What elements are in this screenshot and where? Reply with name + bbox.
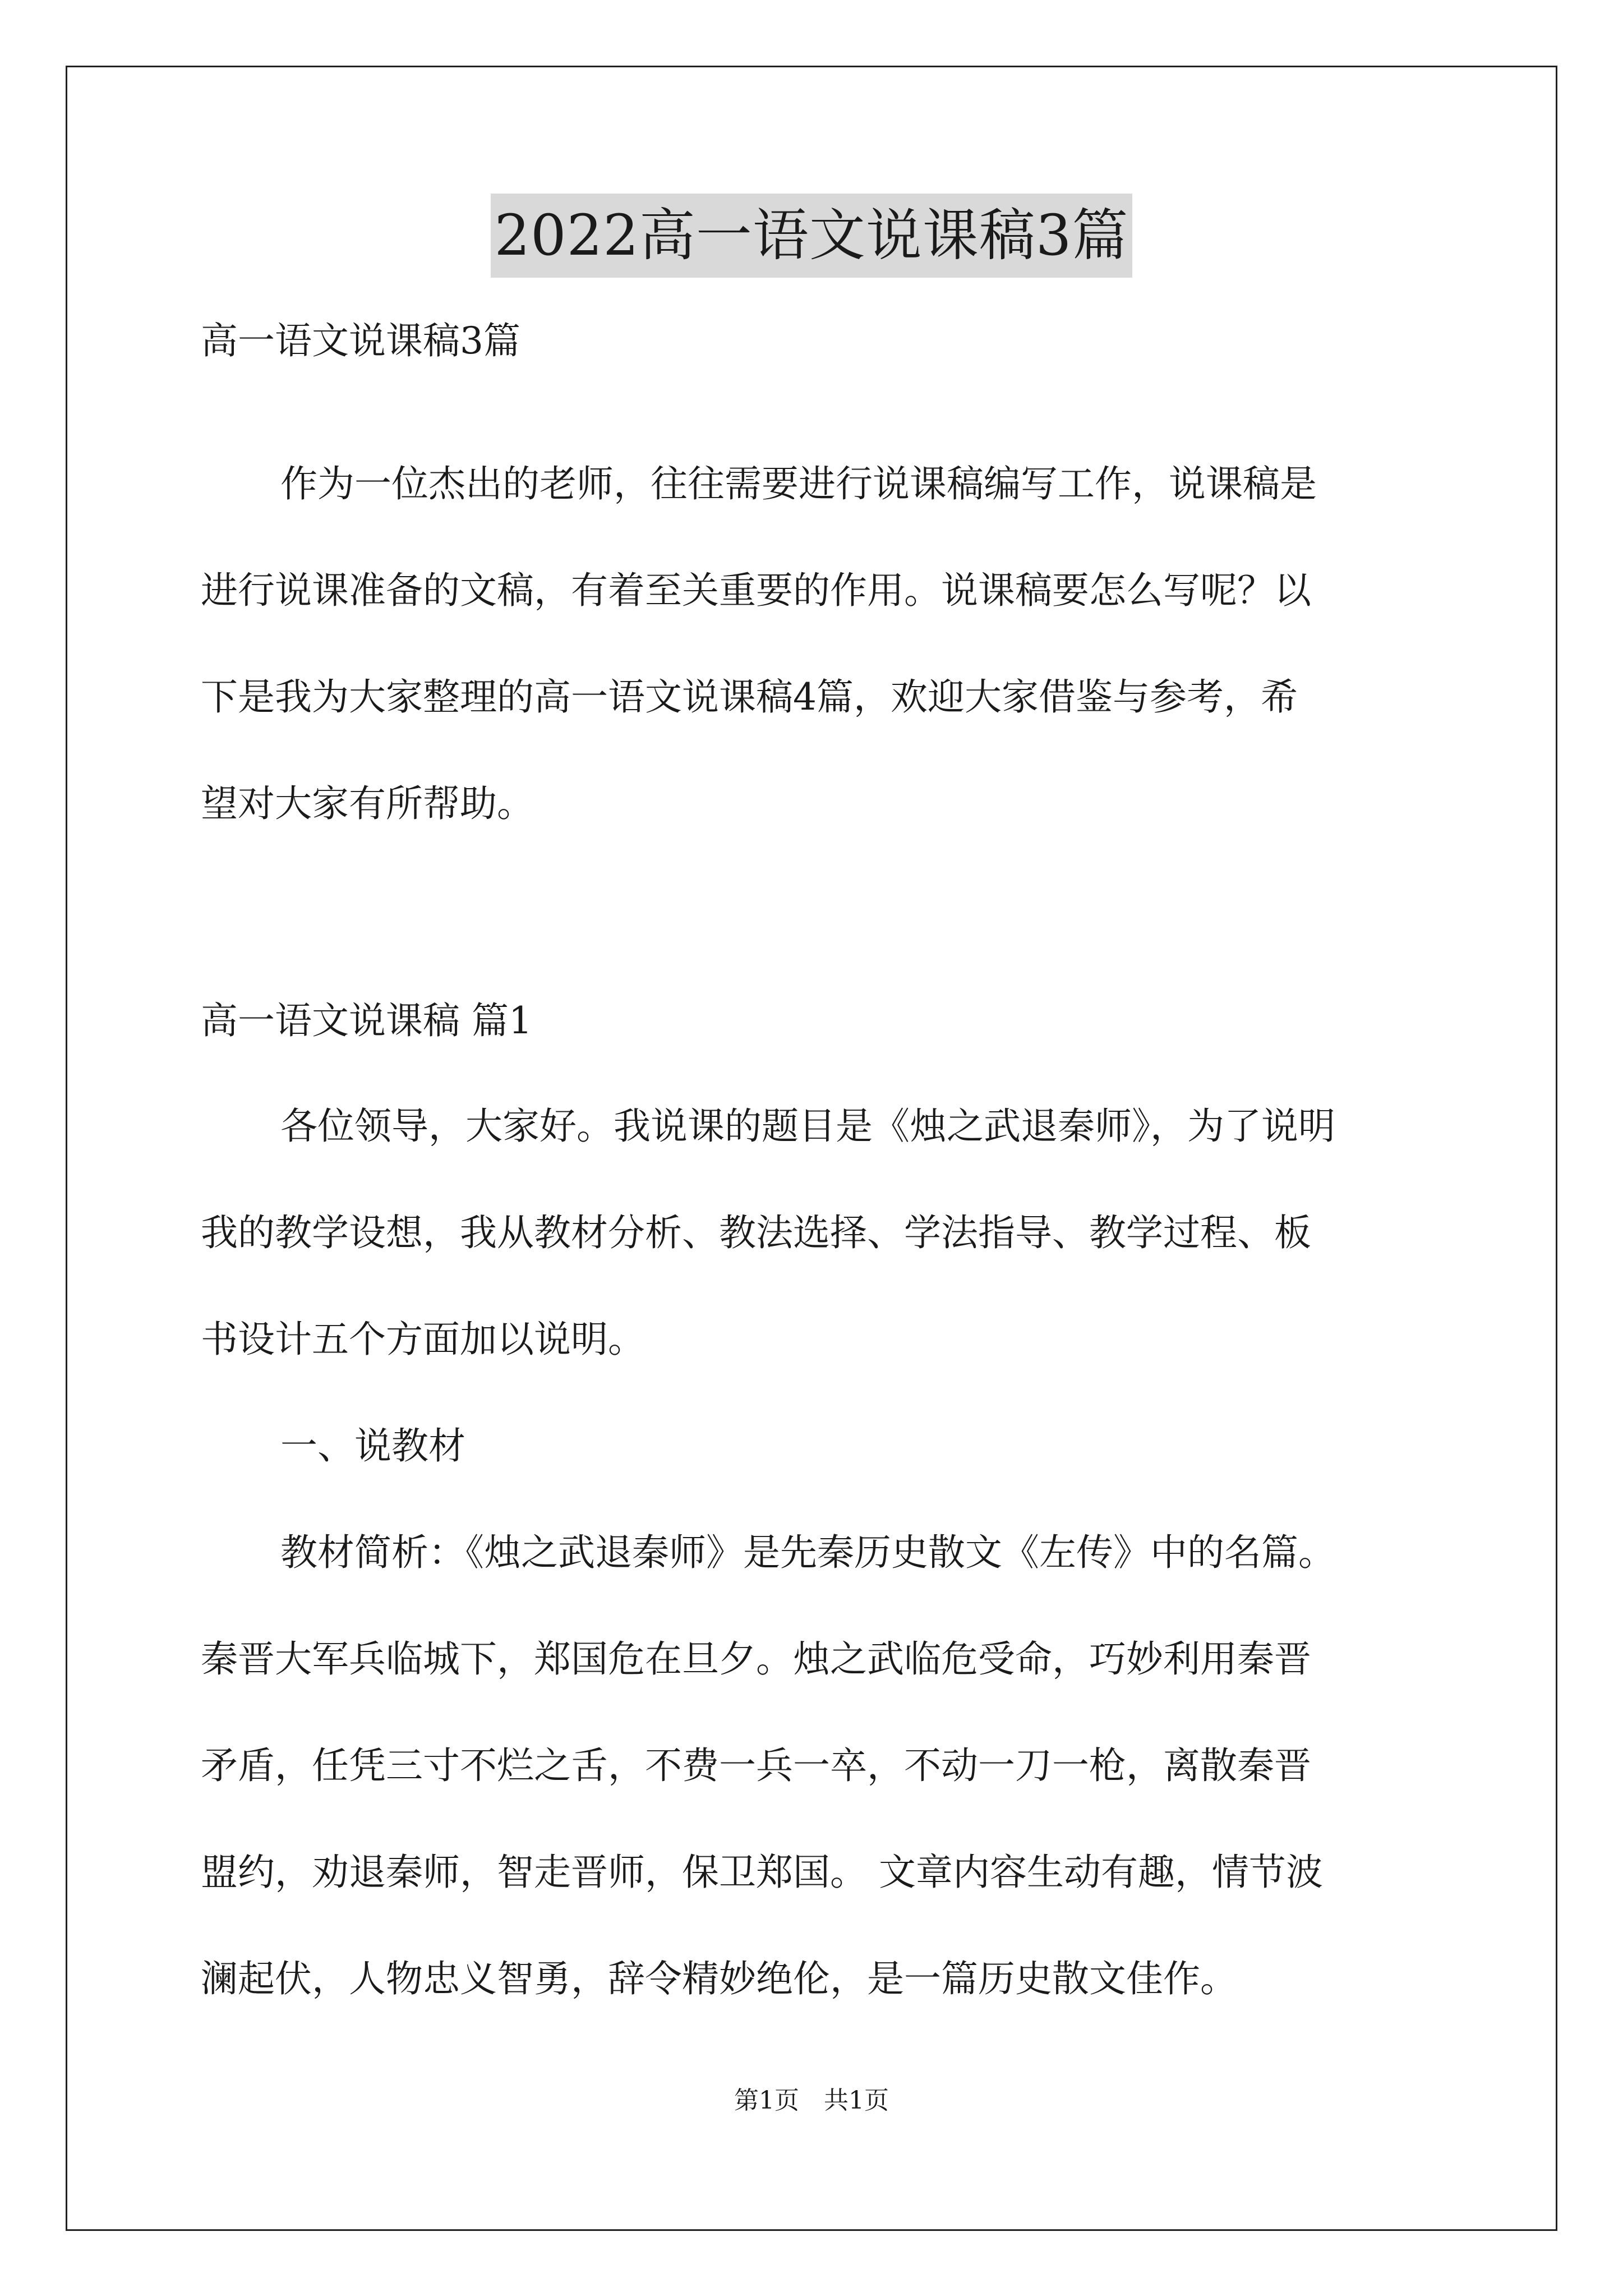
paragraph-line: 盟约，劝退秦师，智走晋师，保卫郑国。 文章内容生动有趣，情节波 <box>201 1851 1323 1894</box>
section-heading: 高一语文说课稿 篇1 <box>201 999 532 1042</box>
intro-line: 作为一位杰出的老师，往往需要进行说课稿编写工作，说课稿是 <box>280 462 1317 505</box>
paragraph-line: 秦晋大军兵临城下，郑国危在旦夕。烛之武临危受命，巧妙利用秦晋 <box>201 1637 1311 1681</box>
paragraph-line: 我的教学设想，我从教材分析、教法选择、学法指导、教学过程、板 <box>201 1211 1311 1254</box>
intro-line: 望对大家有所帮助。 <box>201 782 534 825</box>
intro-line: 下是我为大家整理的高一语文说课稿4篇，欢迎大家借鉴与参考，希 <box>201 675 1298 719</box>
paragraph-line: 书设计五个方面加以说明。 <box>201 1318 645 1361</box>
title-container <box>0 194 1623 278</box>
paragraph-line: 各位领导，大家好。我说课的题目是《烛之武退秦师》，为了说明 <box>280 1105 1335 1148</box>
document-title: 2022高一语文说课稿3篇 <box>491 194 1132 278</box>
paragraph-line: 教材简析：《烛之武退秦师》是先秦历史散文《左传》中的名篇。 <box>280 1531 1335 1574</box>
paragraph-line: 矛盾，任凭三寸不烂之舌，不费一兵一卒，不动一刀一枪，离散秦晋 <box>201 1744 1311 1787</box>
document-subtitle: 高一语文说课稿3篇 <box>201 319 520 362</box>
subheading: 一、说教材 <box>280 1424 465 1467</box>
page-number: 第1页 共1页 <box>734 2086 889 2115</box>
intro-line: 进行说课准备的文稿，有着至关重要的作用。说课稿要怎么写呢？以 <box>201 569 1311 612</box>
paragraph-line: 澜起伏，人物忠义智勇，辞令精妙绝伦，是一篇历史散文佳作。 <box>201 1957 1237 2000</box>
